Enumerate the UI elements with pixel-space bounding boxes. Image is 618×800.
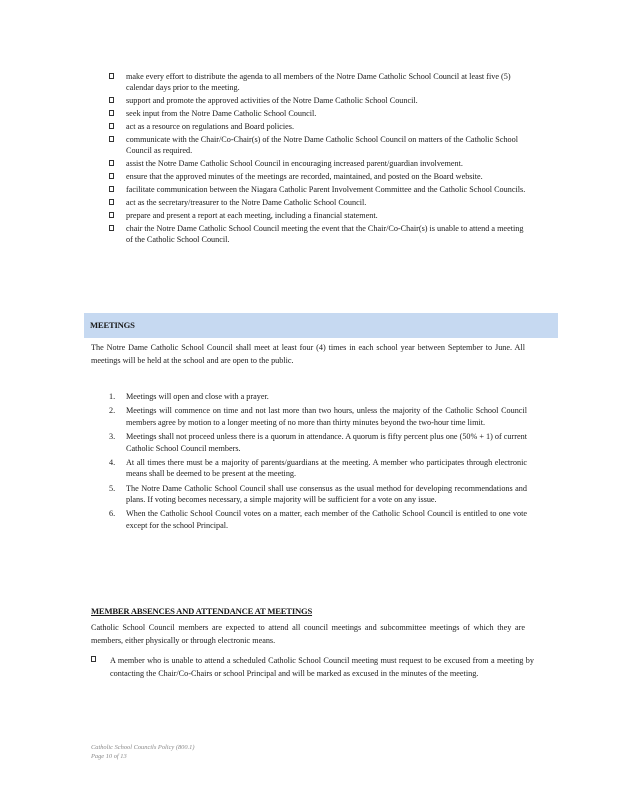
list-item: chair the Notre Dame Catholic School Council meeting the event that the Chair/Co-Chair(s) is unable to attend a meeting of the Catholic School Council. <box>109 223 529 246</box>
absences-list <box>91 654 534 681</box>
checkbox-bullet-icon <box>109 123 114 129</box>
council-duties-list <box>109 71 529 247</box>
absences-heading: MEMBER ABSENCES AND ATTENDANCE AT MEETINGS <box>91 606 313 616</box>
list-item: make every effort to distribute the agenda to all members of the Notre Dame Catholic School Council at least five (5) calendar days prior to the meeting. <box>109 71 529 94</box>
footer-page-number: Page 10 of 13 <box>91 752 127 760</box>
list-item: 6. When the Catholic School Council votes on a matter, each member of the Catholic School Council is entitled to one vote except for the school Principal. <box>109 509 527 530</box>
checkbox-bullet-icon <box>109 97 114 103</box>
list-item: A member who is unable to attend a scheduled Catholic School Council meeting must request to be excused from a meeting by contacting the Chair/Co-Chairs or school Principal and will be marked as excused in the minutes of the meeting. <box>91 654 534 681</box>
list-item: support and promote the approved activities of the Notre Dame Catholic School Council. <box>109 95 529 106</box>
page-footer <box>91 744 194 761</box>
list-item: 3. Meetings shall not proceed unless there is a quorum in attendance. A quorum is fifty percent plus one (50% + 1) of current Catholic School Council members. <box>109 431 527 453</box>
list-item: 5. The Notre Dame Catholic School Council shall use consensus as the usual method for developing recommendations and plans. If voting becomes necessary, a simple majority will be sufficient for a vote on any issue. <box>109 483 527 505</box>
checkbox-bullet-icon <box>109 186 114 192</box>
list-item: act as the secretary/treasurer to the Notre Dame Catholic School Council. <box>109 197 529 208</box>
checkbox-bullet-icon <box>109 136 114 142</box>
checkbox-bullet-icon <box>109 212 114 218</box>
meetings-intro: The Notre Dame Catholic School Council shall meet at least four (4) times in each school year between September to June. All meetings will be held at the school and are open to the public. <box>91 343 525 365</box>
list-item: 4. At all times there must be a majority of parents/guardians at the meeting. A member who participates through electronic means shall be deemed to be present at the meeting. <box>109 457 527 479</box>
list-item: 1. Meetings will open and close with a prayer. <box>109 392 269 401</box>
checkbox-bullet-icon <box>109 173 114 179</box>
checkbox-bullet-icon <box>91 656 96 662</box>
footer-policy-title: Catholic School Councils Policy (800.1) <box>91 744 195 751</box>
list-item: ensure that the approved minutes of the meetings are recorded, maintained, and posted on the Board website. <box>109 171 529 182</box>
checkbox-bullet-icon <box>109 73 114 79</box>
meetings-heading-bar <box>84 313 558 338</box>
list-item: communicate with the Chair/Co-Chair(s) of the Notre Dame Catholic School Council on matters of the Catholic School Council as required. <box>109 134 529 157</box>
checkbox-bullet-icon <box>109 225 114 231</box>
list-item: facilitate communication between the Niagara Catholic Parent Involvement Committee and the Catholic School Councils. <box>109 184 529 195</box>
list-item: assist the Notre Dame Catholic School Council in encouraging increased parent/guardian involvement. <box>109 158 529 169</box>
checkbox-bullet-icon <box>109 199 114 205</box>
list-item: act as a resource on regulations and Board policies. <box>109 121 529 132</box>
checkbox-bullet-icon <box>109 110 114 116</box>
checkbox-bullet-icon <box>109 160 114 166</box>
meetings-heading: MEETINGS <box>90 320 135 330</box>
list-item: prepare and present a report at each meeting, including a financial statement. <box>109 210 529 221</box>
list-item: 2. Meetings will commence on time and not last more than two hours, unless the majority of the Catholic School Council members agree by motion to a longer meeting of no more than thirty minutes beyond the two-hour time limit. <box>109 406 527 427</box>
list-item: seek input from the Notre Dame Catholic School Council. <box>109 108 529 119</box>
meetings-rules-list <box>109 391 527 534</box>
absences-intro: Catholic School Council members are expected to attend all council meetings and subcommittee meetings of which they are members, either physically or through electronic means. <box>91 623 525 645</box>
